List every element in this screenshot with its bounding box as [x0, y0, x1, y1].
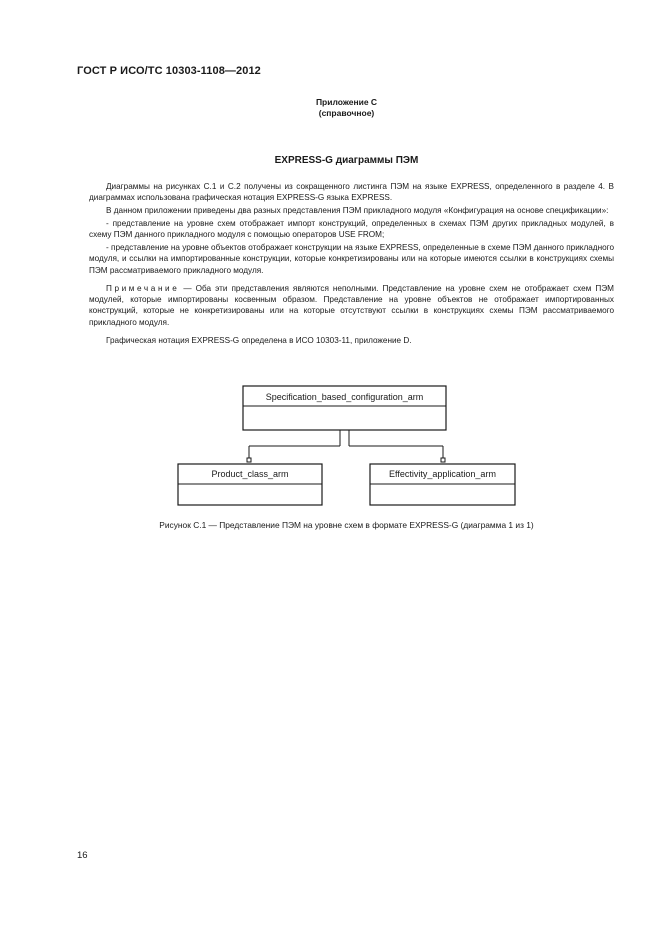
schema-box-top: [243, 386, 446, 430]
use-from-links: [249, 430, 443, 458]
paragraph-1: Диаграммы на рисунках С.1 и С.2 получены из сокращенного листинга ПЭМ на языке EXPRESS, определенного в разделе 4. В диаграммах использована графическая нотация EXPRESS-G языка EXPRESS.: [89, 182, 614, 203]
schema-name-left: Product_class_arm: [211, 469, 289, 479]
note-text: — Оба эти представления являются неполными. Представление на уровне схем не отображает схем ПЭМ модулей, которые импортированы косвенным образом. Представление на уровне объектов не отображает импортированных конструкций, которые не конкретизированы или на которые отсутствуют ссылки в конструкциях схемы ПЭМ рассматриваемого прикладного модуля.: [89, 283, 614, 327]
paragraph-2: В данном приложении приведены два разных представления ПЭМ прикладного модуля «Конфигурация на основе спецификации»:: [106, 206, 609, 216]
paragraph-3: - представление на уровне схем отображает импорт конструкций, определенных в схемах ПЭМ других прикладных модулей, в схему ПЭМ данного прикладного модуля с помощью операторов USE FROM;: [89, 218, 614, 240]
standard-header: ГОСТ Р ИСО/ТС 10303-1108—2012: [77, 65, 261, 77]
figure-caption: Рисунок С.1 — Представление ПЭМ на уровне схем в формате EXPRESS-G (диаграмма 1 из 1): [159, 520, 534, 530]
note-label: Примечание: [106, 283, 180, 293]
appendix-subtitle: (справочное): [318, 108, 375, 118]
schema-box-left: [178, 464, 322, 505]
link-end-marker-right: [441, 458, 445, 462]
paragraph-4: - представление на уровне объектов отображает конструкции на языке EXPRESS, определенные в схеме ПЭМ данного прикладного модуля, и ссылки на импортированные конструкции, которые конкретизированы или на которые имеются ссылки в конструкциях схемы ПЭМ рассматриваемого прикладного модуля.: [89, 242, 614, 275]
schema-box-right: [370, 464, 515, 505]
page-number: 16: [77, 850, 88, 861]
paragraph-5: Графическая нотация EXPRESS-G определена в ИСО 10303-11, приложение D.: [106, 336, 412, 346]
schema-name-right: Effectivity_application_arm: [389, 469, 496, 479]
section-title: EXPRESS-G диаграммы ПЭМ: [274, 155, 419, 166]
link-end-marker-left: [247, 458, 251, 462]
appendix-title: Приложение С: [315, 97, 378, 107]
schema-name-top: Specification_based_configuration_arm: [265, 392, 424, 402]
